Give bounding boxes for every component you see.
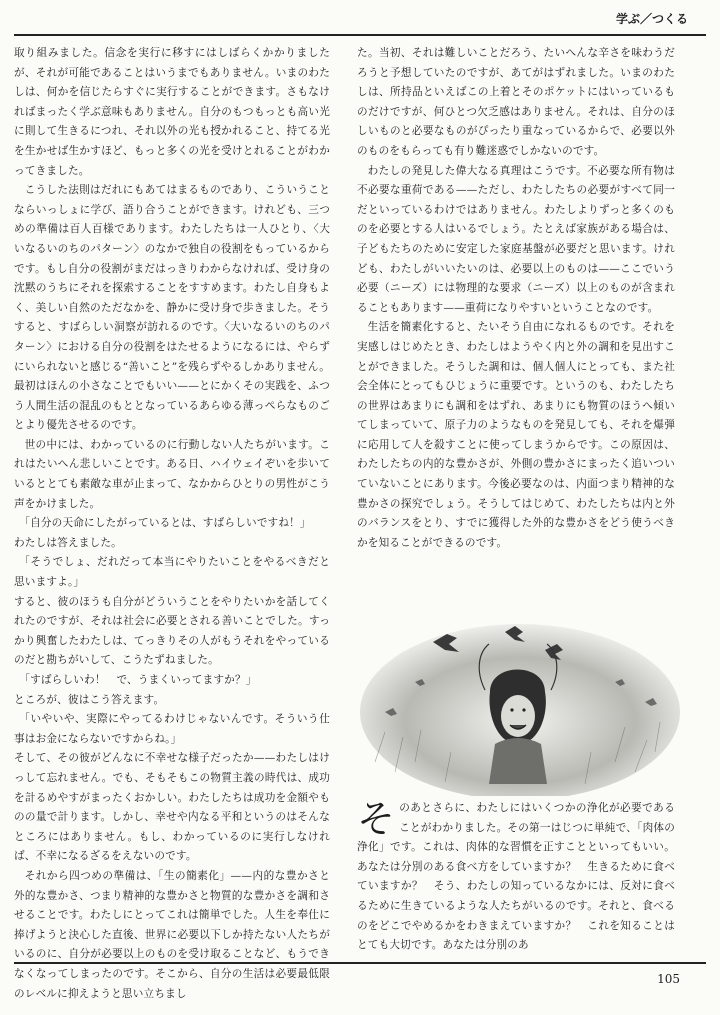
top-rule	[14, 34, 706, 36]
paragraph: ところが、彼はこう答えます。	[14, 693, 165, 706]
illustration-girl-with-birds	[355, 612, 680, 796]
section-header: 学ぶ／つくる	[615, 12, 688, 26]
left-column	[14, 44, 330, 1004]
paragraph: それから四つめの準備は、「生の簡素化」——内的な豊かさと外的な豊かさ、つまり精神的な豊かさと物質的な豊かさを調和させることです。わたしにとってこれは簡単でした。人生を奉仕に捧げようと決心した直後、世界に必要以下しか持たない人たちがいるのに、自分が必要以上のものを受け取ることなど、もうできなくなってしまったのです。そこから、自分の生活は必要最低限のレベルに抑えようと思い立ちまし	[14, 869, 330, 1000]
paragraph: 取り組みました。信念を実行に移すにはしばらくかかりましたが、それが可能であることはいうまでもありません。いまのわたしは、何かを信じたらすぐに実行することができます。さもなければまったく学ぶ意味もありません。自分のもつもっとも高い光に則して生きるにつれ、それ以外の光も授かれること、持てる光を生かせば生かすほど、もっと多くの光を受けとれることがわかってきました。	[14, 47, 330, 177]
paragraph: こうした法則はだれにもあてはまるものであり、こういうことならいっしょに学び、語り合うことができます。けれども、三つめの準備は百人百様であります。わたしたちは一人ひとり、〈大いなるいのちのパターン〉のなかで独自の役割をもっているからです。もし自分の役割がまだはっきりわからなければ、受け身の沈黙のうちにそれを探索することをすすめます。わたし自身もよく、美しい自然のただなかを、静かに受け身で歩きました。そうすると、すばらしい洞察が訪れるのです。〈大いなるいのちのパターン〉における自分の役割をはたせるようになるには、やらずにいられないと感じる“善いこと”を残らずやるしかありません。最初はほんの小さなことでもいい——とにかくその実践を、ふつう人間生活の混乱のもととなっているあらゆる薄っぺらなものごとより優先させるのです。	[14, 184, 330, 432]
paragraph: 「自分の天命にしたがっているとは、すばらしいですね！」	[19, 517, 311, 530]
drop-cap: そ	[357, 797, 396, 841]
paragraph: そして、その彼がどんなに不幸せな様子だったか——わたしはけっして忘れません。でも、そもそもこの物質主義の時代は、成功を計るめやすがまったくおかしい。わたしたちは成功を金額やものの量で計ります。しかし、幸せや内なる平和というのはそんなところにはありません。もし、わかっているのに実行しなければ、不幸になるざるをえないのです。	[14, 752, 330, 863]
paragraph: 「そうでしょ、だれだって本当にやりたいことをやるべきだと思いますよ。」	[14, 556, 330, 589]
paragraph: わたしの発見した偉大なる真理はこうです。不必要な所有物は不必要な重荷である——ただし、わたしたちの必要がすべて同一だといっているわけではありません。わたしよりずっと多くのものを必要とする人はいるでしょう。たとえば家族がある場合は、子どもたちのために安定した家庭基盤が必要だと思います。けれども、わたしがいいたいのは、必要以上のものは——ここでいう必要（ニーズ）には物理的な要求（ニーズ）以上のものが含まれることもあります——重荷になりやすいということなのです。	[357, 164, 675, 314]
right-column	[357, 44, 675, 553]
page-number: 105	[657, 972, 680, 986]
paragraph: すると、彼のほうも自分がどういうことをやりたいかを話してくれたのですが、それは社会に必要とされる善いことでした。すっかり興奮したわたしは、てっきりその人がもうそれをやっているのだと勘ちがいして、こうたずねました。	[14, 595, 330, 667]
paragraph: のあとさらに、わたしにはいくつかの浄化が必要であることがわかりました。その第一はじつに単純で、「肉体の浄化」です。これは、肉体的な習慣を正すことといってもいい。あなたは分別のある食べ方をしていますか？ 生きるために食べていますか？ そう、わたしの知っているなかには、反対に食べるために生きているような人たちがいるのです。それと、食べるのをどこでやめるかをわきまえていますか？ これを知ることはとても大切です。あなたは分別のあ	[357, 802, 675, 952]
paragraph: 生活を簡素化すると、たいそう自由になれるものです。それを実感しはじめたとき、わたしはようやく内と外の調和を見出すことができました。そうした調和は、個人個人にとっても、また社会全体にとってもひじょうに重要です。というのも、わたしたちの世界はあまりにも調和をはずれ、あまりにも物質のほうへ傾いてしまっていて、原子力のようなものを発見しても、それを爆弾に応用して人を殺すことに使ってしまうからです。この原因は、わたしたちの内的な豊かさが、外側の豊かさにまったく追いついていないことにあります。今後必要なのは、内面つまり精神的な豊かさの探究でしょう。そうしてはじめて、わたしたちは内と外のバランスをとり、すでに獲得した外的な豊かさをどう使うべきかを知ることができるのです。	[357, 321, 675, 549]
paragraph: わたしは答えました。	[14, 536, 122, 549]
paragraph: 「すばらしいわ！ で、うまくいってますか？」	[19, 674, 257, 686]
bottom-rule	[14, 962, 706, 964]
paragraph: 「いやいや、実際にやってるわけじゃないんです。そういう仕事はお金にならないですからね。」	[14, 713, 330, 745]
paragraph: 世の中には、わかっているのに行動しない人たちがいます。これはたいへん悲しいことです。ある日、ハイウェイぞいを歩いているととても素敵な車が止まって、なかからひとりの男性がこう声をかけました。	[14, 438, 330, 510]
paragraph: た。当初、それは難しいことだろう、たいへんな辛さを味わうだろうと予想していたのですが、あてがはずれました。いまのわたしは、所持品といえばこの上着とそのポケットにはいっているものだけですが、何ひとつ欠乏感はありません。それは、自分のほしいものと必要なものがぴったり重なっているからで、必要以外のものをもらっても有り難迷惑でしかないのです。	[357, 47, 675, 157]
bottom-section	[357, 799, 675, 956]
